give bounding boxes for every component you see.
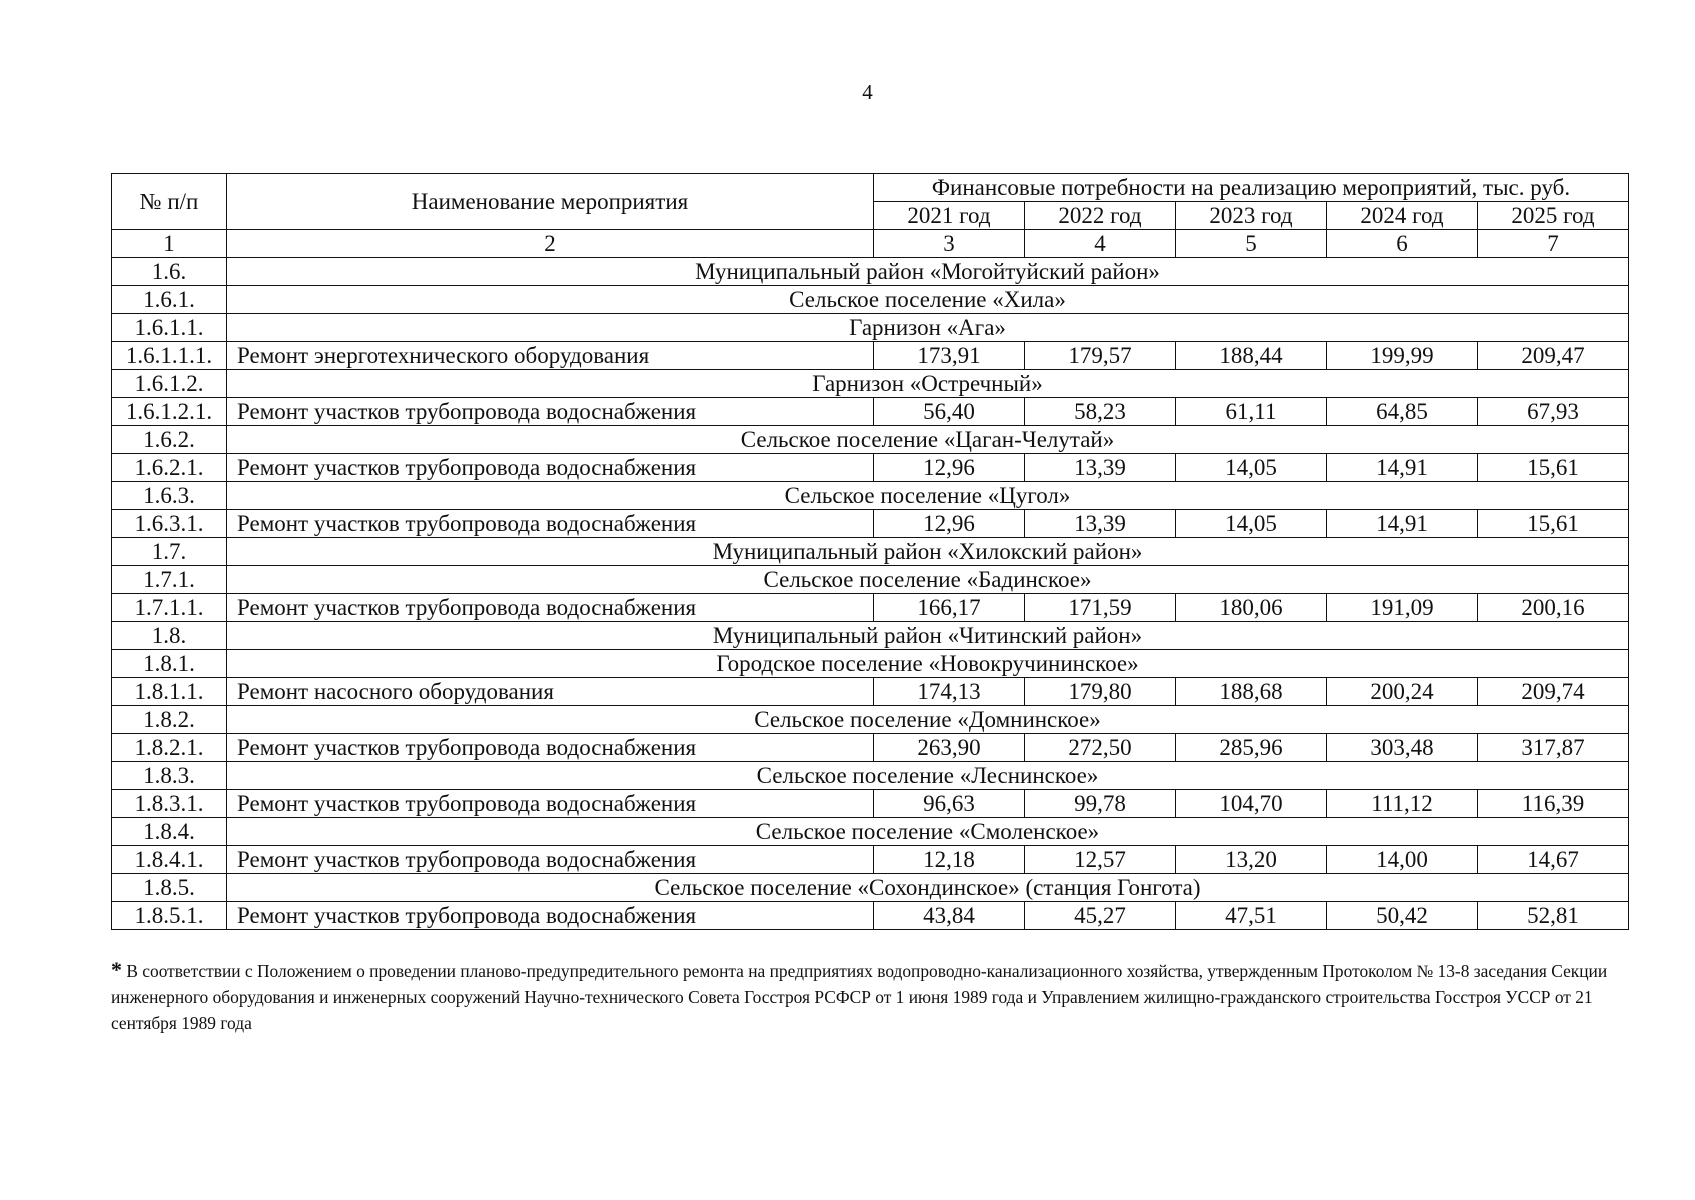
section-row xyxy=(112,706,1629,734)
item-value: 15,61 xyxy=(1478,510,1629,538)
row-number: 1.8. xyxy=(112,622,227,650)
header-row-column-numbers xyxy=(112,230,1629,258)
item-value: 43,84 xyxy=(874,902,1025,930)
row-number: 1.6.3.1. xyxy=(112,510,227,538)
item-row xyxy=(112,510,1629,538)
item-value: 179,80 xyxy=(1025,678,1176,706)
row-number: 1.6.1. xyxy=(112,286,227,314)
item-value: 116,39 xyxy=(1478,790,1629,818)
page-number: 4 xyxy=(862,80,873,104)
item-value: 188,68 xyxy=(1176,678,1327,706)
item-value: 64,85 xyxy=(1327,398,1478,426)
row-number: 1.7.1. xyxy=(112,566,227,594)
financial-needs-table xyxy=(111,173,1629,930)
column-number: 7 xyxy=(1478,230,1629,258)
item-value: 303,48 xyxy=(1327,734,1478,762)
financial-needs-table-container xyxy=(111,173,1628,930)
column-number: 4 xyxy=(1025,230,1176,258)
item-row xyxy=(112,902,1629,930)
section-title: Гарнизон «Остречный» xyxy=(227,370,1629,398)
section-title: Сельское поселение «Домнинское» xyxy=(227,706,1629,734)
item-value: 209,74 xyxy=(1478,678,1629,706)
item-row xyxy=(112,594,1629,622)
section-row xyxy=(112,566,1629,594)
row-number: 1.6.2.1. xyxy=(112,454,227,482)
header-num: № п/п xyxy=(112,174,227,230)
item-row xyxy=(112,790,1629,818)
row-number: 1.8.2. xyxy=(112,706,227,734)
item-value: 67,93 xyxy=(1478,398,1629,426)
item-name: Ремонт участков трубопровода водоснабжения xyxy=(227,902,874,930)
item-value: 174,13 xyxy=(874,678,1025,706)
row-number: 1.8.3. xyxy=(112,762,227,790)
header-row-1 xyxy=(112,174,1629,202)
header-year: 2023 год xyxy=(1176,202,1327,230)
item-value: 13,20 xyxy=(1176,846,1327,874)
section-title: Сельское поселение «Леснинское» xyxy=(227,762,1629,790)
column-number: 3 xyxy=(874,230,1025,258)
section-title: Муниципальный район «Хилокский район» xyxy=(227,538,1629,566)
item-value: 272,50 xyxy=(1025,734,1176,762)
section-title: Сельское поселение «Сохондинское» (станция Гонгота) xyxy=(227,874,1629,902)
item-value: 50,42 xyxy=(1327,902,1478,930)
item-value: 104,70 xyxy=(1176,790,1327,818)
item-row xyxy=(112,454,1629,482)
table-header xyxy=(112,174,1629,258)
item-value: 173,91 xyxy=(874,342,1025,370)
row-number: 1.8.3.1. xyxy=(112,790,227,818)
row-number: 1.8.5.1. xyxy=(112,902,227,930)
item-value: 180,06 xyxy=(1176,594,1327,622)
section-row xyxy=(112,622,1629,650)
row-number: 1.8.4.1. xyxy=(112,846,227,874)
row-number: 1.6.1.1. xyxy=(112,314,227,342)
header-year: 2025 год xyxy=(1478,202,1629,230)
item-value: 166,17 xyxy=(874,594,1025,622)
table-body xyxy=(112,258,1629,930)
section-title: Сельское поселение «Хила» xyxy=(227,286,1629,314)
item-value: 58,23 xyxy=(1025,398,1176,426)
item-name: Ремонт участков трубопровода водоснабжения xyxy=(227,510,874,538)
row-number: 1.6.1.2.1. xyxy=(112,398,227,426)
item-value: 14,91 xyxy=(1327,510,1478,538)
item-value: 15,61 xyxy=(1478,454,1629,482)
item-value: 13,39 xyxy=(1025,454,1176,482)
row-number: 1.6. xyxy=(112,258,227,286)
column-number: 5 xyxy=(1176,230,1327,258)
item-value: 12,57 xyxy=(1025,846,1176,874)
section-row xyxy=(112,650,1629,678)
column-number: 6 xyxy=(1327,230,1478,258)
item-value: 45,27 xyxy=(1025,902,1176,930)
item-value: 14,05 xyxy=(1176,510,1327,538)
section-title: Муниципальный район «Могойтуйский район» xyxy=(227,258,1629,286)
column-number: 1 xyxy=(112,230,227,258)
item-value: 96,63 xyxy=(874,790,1025,818)
item-row xyxy=(112,678,1629,706)
header-year: 2021 год xyxy=(874,202,1025,230)
row-number: 1.6.1.2. xyxy=(112,370,227,398)
item-row xyxy=(112,342,1629,370)
section-row xyxy=(112,286,1629,314)
row-number: 1.8.2.1. xyxy=(112,734,227,762)
item-name: Ремонт участков трубопровода водоснабжения xyxy=(227,846,874,874)
item-row xyxy=(112,846,1629,874)
item-name: Ремонт участков трубопровода водоснабжения xyxy=(227,790,874,818)
item-value: 56,40 xyxy=(874,398,1025,426)
item-value: 179,57 xyxy=(1025,342,1176,370)
column-number: 2 xyxy=(227,230,874,258)
section-row xyxy=(112,538,1629,566)
section-row xyxy=(112,314,1629,342)
section-title: Сельское поселение «Смоленское» xyxy=(227,818,1629,846)
section-title: Сельское поселение «Цугол» xyxy=(227,482,1629,510)
section-title: Сельское поселение «Цаган-Челутай» xyxy=(227,426,1629,454)
item-value: 12,96 xyxy=(874,454,1025,482)
row-number: 1.8.4. xyxy=(112,818,227,846)
section-row xyxy=(112,482,1629,510)
row-number: 1.6.2. xyxy=(112,426,227,454)
item-value: 200,16 xyxy=(1478,594,1629,622)
item-name: Ремонт участков трубопровода водоснабжения xyxy=(227,734,874,762)
section-title: Гарнизон «Ага» xyxy=(227,314,1629,342)
item-value: 200,24 xyxy=(1327,678,1478,706)
item-value: 171,59 xyxy=(1025,594,1176,622)
item-value: 317,87 xyxy=(1478,734,1629,762)
section-row xyxy=(112,370,1629,398)
item-value: 14,05 xyxy=(1176,454,1327,482)
item-name: Ремонт участков трубопровода водоснабжения xyxy=(227,398,874,426)
item-value: 285,96 xyxy=(1176,734,1327,762)
item-value: 13,39 xyxy=(1025,510,1176,538)
section-title: Сельское поселение «Бадинское» xyxy=(227,566,1629,594)
item-value: 191,09 xyxy=(1327,594,1478,622)
section-row xyxy=(112,258,1629,286)
item-value: 199,99 xyxy=(1327,342,1478,370)
footnote xyxy=(111,957,1628,1036)
section-title: Городское поселение «Новокручининское» xyxy=(227,650,1629,678)
item-value: 14,00 xyxy=(1327,846,1478,874)
item-row xyxy=(112,398,1629,426)
item-value: 14,91 xyxy=(1327,454,1478,482)
item-name: Ремонт энерготехнического оборудования xyxy=(227,342,874,370)
section-row xyxy=(112,874,1629,902)
item-value: 47,51 xyxy=(1176,902,1327,930)
footnote-text: В соответствии с Положением о проведении планово-предупредительного ремонта на предприятиях водопроводно-канализационного хозяйства, утвержденным Протоколом № 13-8 заседания Секции инженерного оборудования и инженерных сооружений Научно-технического Совета Госстроя РСФСР от 1 июня 1989 года и Управлением жилищно-гражданского строительства Госстроя УССР от 21 сентября 1989 года xyxy=(111,961,1608,1033)
item-name: Ремонт участков трубопровода водоснабжения xyxy=(227,454,874,482)
item-value: 12,18 xyxy=(874,846,1025,874)
item-value: 52,81 xyxy=(1478,902,1629,930)
section-row xyxy=(112,818,1629,846)
footnote-marker: * xyxy=(111,957,122,982)
item-row xyxy=(112,734,1629,762)
row-number: 1.6.1.1.1. xyxy=(112,342,227,370)
row-number: 1.6.3. xyxy=(112,482,227,510)
item-value: 263,90 xyxy=(874,734,1025,762)
item-value: 111,12 xyxy=(1327,790,1478,818)
item-value: 61,11 xyxy=(1176,398,1327,426)
row-number: 1.7.1.1. xyxy=(112,594,227,622)
row-number: 1.8.5. xyxy=(112,874,227,902)
item-value: 12,96 xyxy=(874,510,1025,538)
item-value: 209,47 xyxy=(1478,342,1629,370)
section-row xyxy=(112,762,1629,790)
header-name: Наименование мероприятия xyxy=(227,174,874,230)
item-value: 99,78 xyxy=(1025,790,1176,818)
row-number: 1.7. xyxy=(112,538,227,566)
item-value: 188,44 xyxy=(1176,342,1327,370)
row-number: 1.8.1. xyxy=(112,650,227,678)
row-number: 1.8.1.1. xyxy=(112,678,227,706)
item-name: Ремонт участков трубопровода водоснабжения xyxy=(227,594,874,622)
section-title: Муниципальный район «Читинский район» xyxy=(227,622,1629,650)
header-financial: Финансовые потребности на реализацию мероприятий, тыс. руб. xyxy=(874,174,1629,202)
header-year: 2024 год xyxy=(1327,202,1478,230)
section-row xyxy=(112,426,1629,454)
item-name: Ремонт насосного оборудования xyxy=(227,678,874,706)
item-value: 14,67 xyxy=(1478,846,1629,874)
header-year: 2022 год xyxy=(1025,202,1176,230)
